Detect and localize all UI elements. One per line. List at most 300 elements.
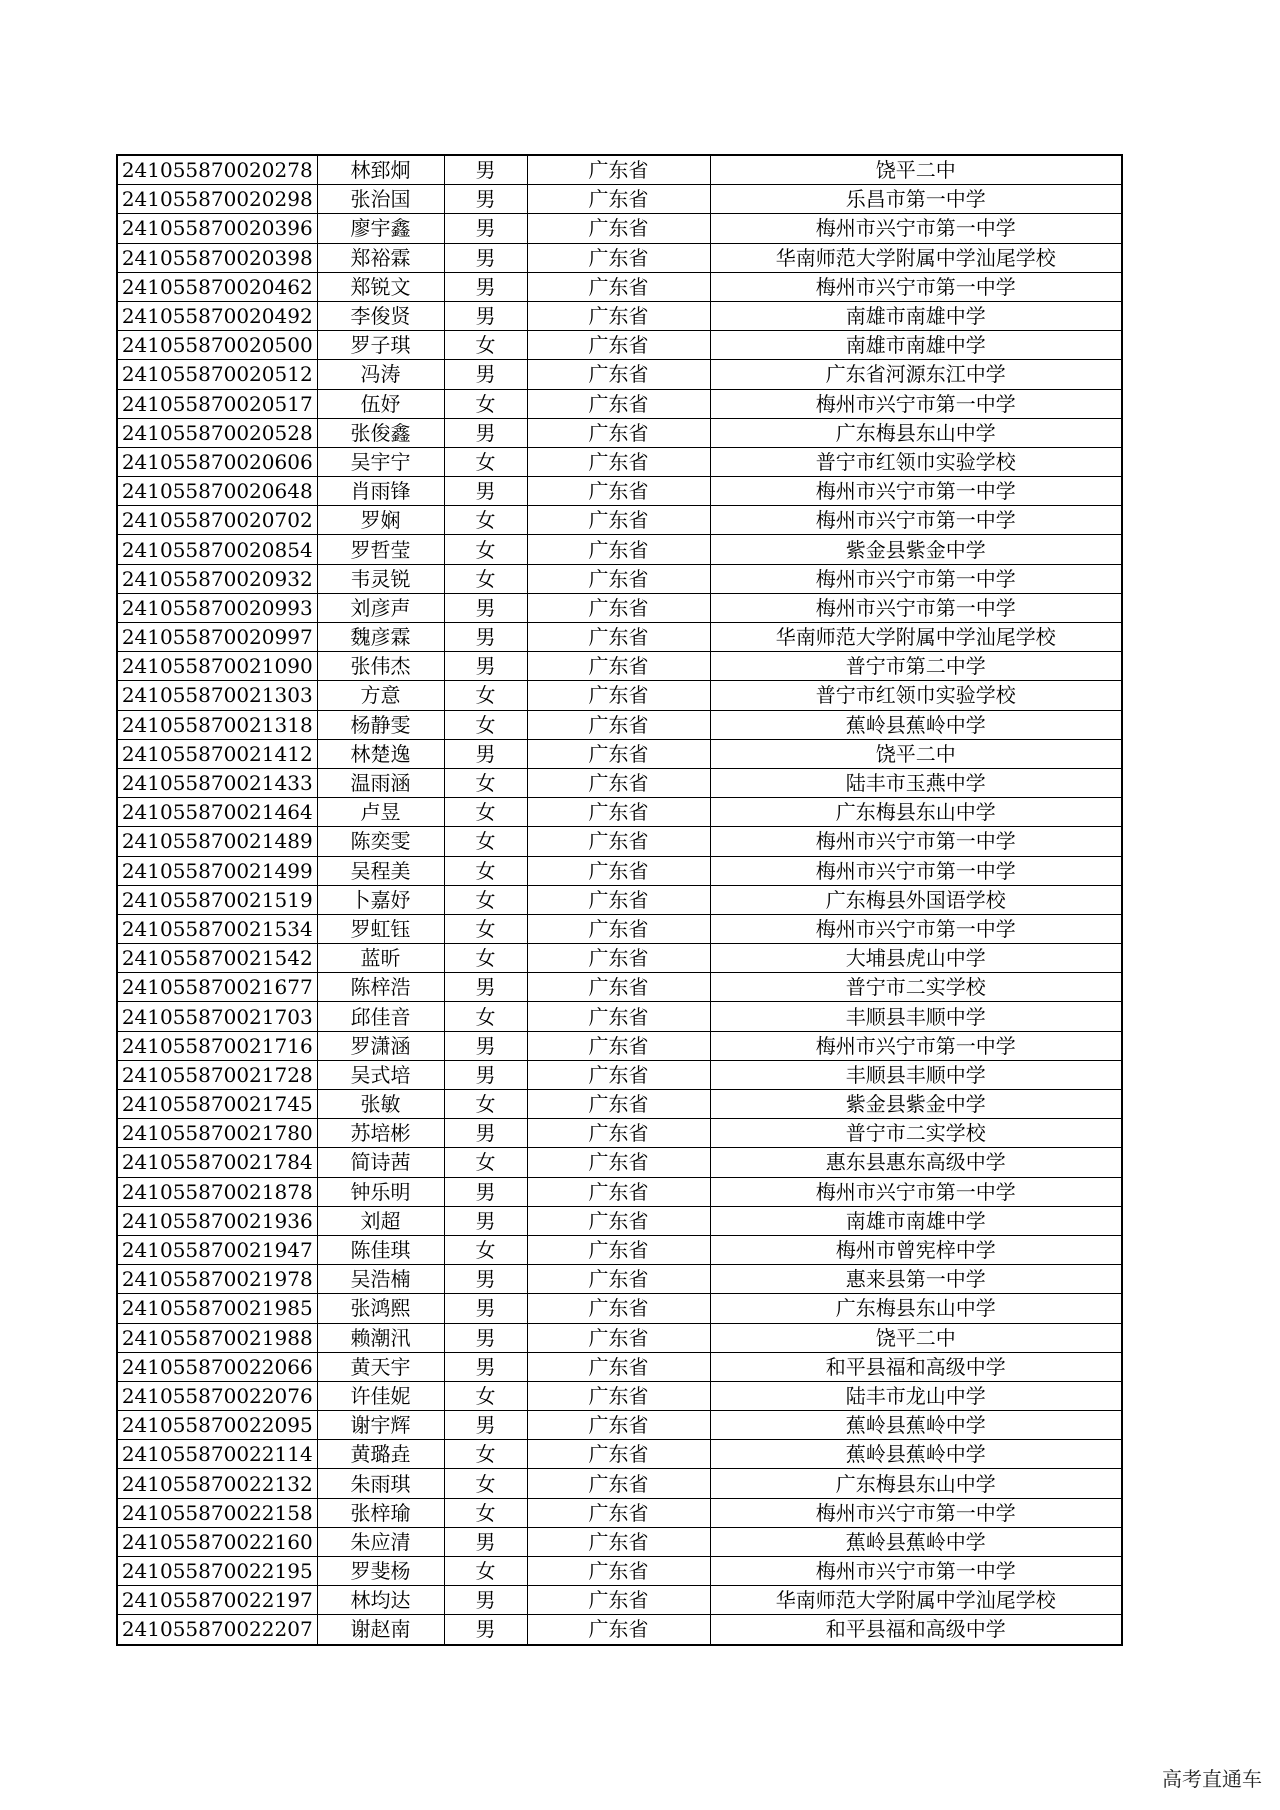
school-cell: 南雄市南雄中学 <box>710 1206 1122 1235</box>
candidate-id-cell: 241055870020606 <box>117 447 317 476</box>
candidate-id-cell: 241055870022114 <box>117 1440 317 1469</box>
table-row <box>117 856 1122 885</box>
school-cell: 丰顺县丰顺中学 <box>710 1060 1122 1089</box>
candidate-id-cell: 241055870022160 <box>117 1527 317 1556</box>
roster-body <box>117 155 1122 1645</box>
school-cell: 普宁市第二中学 <box>710 652 1122 681</box>
school-cell: 梅州市兴宁市第一中学 <box>710 272 1122 301</box>
gender-cell: 男 <box>444 301 527 330</box>
table-row <box>117 389 1122 418</box>
name-cell: 罗虹钰 <box>317 914 444 943</box>
table-row <box>117 739 1122 768</box>
school-cell: 紫金县紫金中学 <box>710 1090 1122 1119</box>
candidate-id-cell: 241055870021542 <box>117 944 317 973</box>
province-cell: 广东省 <box>527 564 710 593</box>
province-cell: 广东省 <box>527 1586 710 1615</box>
province-cell: 广东省 <box>527 1265 710 1294</box>
province-cell: 广东省 <box>527 885 710 914</box>
province-cell: 广东省 <box>527 798 710 827</box>
gender-cell: 男 <box>444 1527 527 1556</box>
province-cell: 广东省 <box>527 914 710 943</box>
table-row <box>117 418 1122 447</box>
province-cell: 广东省 <box>527 944 710 973</box>
name-cell: 韦灵锐 <box>317 564 444 593</box>
table-row <box>117 1615 1122 1645</box>
candidate-id-cell: 241055870021878 <box>117 1177 317 1206</box>
province-cell: 广东省 <box>527 1352 710 1381</box>
name-cell: 林郅炯 <box>317 155 444 185</box>
table-row <box>117 535 1122 564</box>
school-cell: 普宁市红领巾实验学校 <box>710 447 1122 476</box>
name-cell: 张俊鑫 <box>317 418 444 447</box>
gender-cell: 男 <box>444 652 527 681</box>
school-cell: 普宁市二实学校 <box>710 1119 1122 1148</box>
province-cell: 广东省 <box>527 1148 710 1177</box>
name-cell: 张鸿熙 <box>317 1294 444 1323</box>
candidate-id-cell: 241055870021534 <box>117 914 317 943</box>
candidate-id-cell: 241055870021745 <box>117 1090 317 1119</box>
table-row <box>117 301 1122 330</box>
candidate-id-cell: 241055870021303 <box>117 681 317 710</box>
candidate-id-cell: 241055870022195 <box>117 1557 317 1586</box>
school-cell: 梅州市兴宁市第一中学 <box>710 856 1122 885</box>
candidate-id-cell: 241055870020648 <box>117 477 317 506</box>
gender-cell: 女 <box>444 1381 527 1410</box>
table-row <box>117 593 1122 622</box>
province-cell: 广东省 <box>527 1557 710 1586</box>
table-row <box>117 447 1122 476</box>
school-cell: 梅州市兴宁市第一中学 <box>710 593 1122 622</box>
name-cell: 刘超 <box>317 1206 444 1235</box>
name-cell: 罗斐杨 <box>317 1557 444 1586</box>
province-cell: 广东省 <box>527 1615 710 1645</box>
school-cell: 和平县福和高级中学 <box>710 1615 1122 1645</box>
gender-cell: 男 <box>444 155 527 185</box>
table-row <box>117 1381 1122 1410</box>
province-cell: 广东省 <box>527 1294 710 1323</box>
school-cell: 紫金县紫金中学 <box>710 535 1122 564</box>
roster-table <box>116 154 1123 1646</box>
table-row <box>117 331 1122 360</box>
candidate-id-cell: 241055870020500 <box>117 331 317 360</box>
gender-cell: 女 <box>444 710 527 739</box>
name-cell: 苏培彬 <box>317 1119 444 1148</box>
school-cell: 梅州市兴宁市第一中学 <box>710 1031 1122 1060</box>
candidate-id-cell: 241055870021464 <box>117 798 317 827</box>
name-cell: 郑裕霖 <box>317 243 444 272</box>
province-cell: 广东省 <box>527 389 710 418</box>
school-cell: 丰顺县丰顺中学 <box>710 1002 1122 1031</box>
table-row <box>117 477 1122 506</box>
school-cell: 梅州市兴宁市第一中学 <box>710 1177 1122 1206</box>
school-cell: 梅州市兴宁市第一中学 <box>710 827 1122 856</box>
province-cell: 广东省 <box>527 1469 710 1498</box>
school-cell: 梅州市兴宁市第一中学 <box>710 389 1122 418</box>
candidate-id-cell: 241055870021988 <box>117 1323 317 1352</box>
table-row <box>117 1323 1122 1352</box>
gender-cell: 男 <box>444 1294 527 1323</box>
name-cell: 郑锐文 <box>317 272 444 301</box>
name-cell: 吴程美 <box>317 856 444 885</box>
school-cell: 蕉岭县蕉岭中学 <box>710 1411 1122 1440</box>
province-cell: 广东省 <box>527 856 710 885</box>
table-row <box>117 1557 1122 1586</box>
gender-cell: 女 <box>444 1498 527 1527</box>
province-cell: 广东省 <box>527 739 710 768</box>
province-cell: 广东省 <box>527 1031 710 1060</box>
gender-cell: 男 <box>444 593 527 622</box>
candidate-id-cell: 241055870021728 <box>117 1060 317 1089</box>
province-cell: 广东省 <box>527 243 710 272</box>
gender-cell: 男 <box>444 1177 527 1206</box>
candidate-id-cell: 241055870021433 <box>117 768 317 797</box>
candidate-id-cell: 241055870020462 <box>117 272 317 301</box>
province-cell: 广东省 <box>527 827 710 856</box>
candidate-id-cell: 241055870020702 <box>117 506 317 535</box>
province-cell: 广东省 <box>527 593 710 622</box>
school-cell: 乐昌市第一中学 <box>710 185 1122 214</box>
name-cell: 邱佳音 <box>317 1002 444 1031</box>
table-row <box>117 1148 1122 1177</box>
province-cell: 广东省 <box>527 1527 710 1556</box>
name-cell: 张敏 <box>317 1090 444 1119</box>
name-cell: 吴宇宁 <box>317 447 444 476</box>
name-cell: 方意 <box>317 681 444 710</box>
school-cell: 广东梅县东山中学 <box>710 1294 1122 1323</box>
province-cell: 广东省 <box>527 301 710 330</box>
candidate-id-cell: 241055870020528 <box>117 418 317 447</box>
gender-cell: 女 <box>444 856 527 885</box>
name-cell: 许佳妮 <box>317 1381 444 1410</box>
candidate-id-cell: 241055870020492 <box>117 301 317 330</box>
province-cell: 广东省 <box>527 1411 710 1440</box>
table-row <box>117 1440 1122 1469</box>
name-cell: 朱应清 <box>317 1527 444 1556</box>
table-row <box>117 623 1122 652</box>
table-row <box>117 827 1122 856</box>
gender-cell: 女 <box>444 1090 527 1119</box>
school-cell: 广东梅县东山中学 <box>710 798 1122 827</box>
candidate-id-cell: 241055870020993 <box>117 593 317 622</box>
province-cell: 广东省 <box>527 710 710 739</box>
gender-cell: 女 <box>444 506 527 535</box>
gender-cell: 男 <box>444 360 527 389</box>
school-cell: 梅州市兴宁市第一中学 <box>710 1498 1122 1527</box>
name-cell: 谢赵南 <box>317 1615 444 1645</box>
province-cell: 广东省 <box>527 1206 710 1235</box>
table-row <box>117 1090 1122 1119</box>
school-cell: 饶平二中 <box>710 155 1122 185</box>
school-cell: 广东梅县外国语学校 <box>710 885 1122 914</box>
gender-cell: 女 <box>444 1440 527 1469</box>
school-cell: 梅州市兴宁市第一中学 <box>710 1557 1122 1586</box>
gender-cell: 男 <box>444 1060 527 1089</box>
gender-cell: 男 <box>444 243 527 272</box>
table-row <box>117 885 1122 914</box>
name-cell: 魏彦霖 <box>317 623 444 652</box>
table-row <box>117 506 1122 535</box>
table-row <box>117 1002 1122 1031</box>
school-cell: 梅州市兴宁市第一中学 <box>710 506 1122 535</box>
province-cell: 广东省 <box>527 1235 710 1264</box>
name-cell: 肖雨锋 <box>317 477 444 506</box>
province-cell: 广东省 <box>527 973 710 1002</box>
province-cell: 广东省 <box>527 652 710 681</box>
candidate-id-cell: 241055870022066 <box>117 1352 317 1381</box>
name-cell: 简诗茜 <box>317 1148 444 1177</box>
watermark-text: 高考直通车 <box>1162 1767 1262 1791</box>
school-cell: 梅州市兴宁市第一中学 <box>710 477 1122 506</box>
candidate-id-cell: 241055870021703 <box>117 1002 317 1031</box>
school-cell: 惠来县第一中学 <box>710 1265 1122 1294</box>
candidate-id-cell: 241055870020512 <box>117 360 317 389</box>
name-cell: 张治国 <box>317 185 444 214</box>
school-cell: 和平县福和高级中学 <box>710 1352 1122 1381</box>
gender-cell: 女 <box>444 447 527 476</box>
name-cell: 赖潮汛 <box>317 1323 444 1352</box>
province-cell: 广东省 <box>527 1002 710 1031</box>
table-row <box>117 1060 1122 1089</box>
candidate-id-cell: 241055870021985 <box>117 1294 317 1323</box>
gender-cell: 女 <box>444 768 527 797</box>
gender-cell: 男 <box>444 973 527 1002</box>
name-cell: 伍妤 <box>317 389 444 418</box>
candidate-id-cell: 241055870021318 <box>117 710 317 739</box>
province-cell: 广东省 <box>527 1381 710 1410</box>
candidate-id-cell: 241055870022197 <box>117 1586 317 1615</box>
name-cell: 罗潇涵 <box>317 1031 444 1060</box>
table-row <box>117 768 1122 797</box>
candidate-id-cell: 241055870021947 <box>117 1235 317 1264</box>
candidate-id-cell: 241055870021716 <box>117 1031 317 1060</box>
gender-cell: 男 <box>444 1119 527 1148</box>
table-row <box>117 1265 1122 1294</box>
name-cell: 朱雨琪 <box>317 1469 444 1498</box>
province-cell: 广东省 <box>527 214 710 243</box>
province-cell: 广东省 <box>527 1060 710 1089</box>
candidate-id-cell: 241055870020932 <box>117 564 317 593</box>
school-cell: 梅州市兴宁市第一中学 <box>710 914 1122 943</box>
name-cell: 陈梓浩 <box>317 973 444 1002</box>
name-cell: 林均达 <box>317 1586 444 1615</box>
candidate-id-cell: 241055870022095 <box>117 1411 317 1440</box>
gender-cell: 女 <box>444 885 527 914</box>
table-row <box>117 185 1122 214</box>
gender-cell: 男 <box>444 272 527 301</box>
province-cell: 广东省 <box>527 155 710 185</box>
name-cell: 温雨涵 <box>317 768 444 797</box>
gender-cell: 女 <box>444 1235 527 1264</box>
gender-cell: 女 <box>444 1557 527 1586</box>
school-cell: 南雄市南雄中学 <box>710 301 1122 330</box>
gender-cell: 女 <box>444 1002 527 1031</box>
gender-cell: 男 <box>444 477 527 506</box>
province-cell: 广东省 <box>527 185 710 214</box>
candidate-id-cell: 241055870022158 <box>117 1498 317 1527</box>
province-cell: 广东省 <box>527 1323 710 1352</box>
school-cell: 蕉岭县蕉岭中学 <box>710 1527 1122 1556</box>
province-cell: 广东省 <box>527 1440 710 1469</box>
gender-cell: 男 <box>444 214 527 243</box>
gender-cell: 女 <box>444 389 527 418</box>
candidate-id-cell: 241055870020396 <box>117 214 317 243</box>
school-cell: 梅州市兴宁市第一中学 <box>710 214 1122 243</box>
table-row <box>117 155 1122 185</box>
table-row <box>117 1586 1122 1615</box>
province-cell: 广东省 <box>527 1177 710 1206</box>
table-row <box>117 243 1122 272</box>
province-cell: 广东省 <box>527 272 710 301</box>
name-cell: 吴式培 <box>317 1060 444 1089</box>
province-cell: 广东省 <box>527 681 710 710</box>
name-cell: 卜嘉妤 <box>317 885 444 914</box>
candidate-id-cell: 241055870021784 <box>117 1148 317 1177</box>
candidate-id-cell: 241055870021936 <box>117 1206 317 1235</box>
gender-cell: 女 <box>444 535 527 564</box>
candidate-id-cell: 241055870021090 <box>117 652 317 681</box>
table-row <box>117 1411 1122 1440</box>
name-cell: 钟乐明 <box>317 1177 444 1206</box>
name-cell: 陈佳琪 <box>317 1235 444 1264</box>
table-row <box>117 914 1122 943</box>
province-cell: 广东省 <box>527 447 710 476</box>
name-cell: 陈奕雯 <box>317 827 444 856</box>
name-cell: 林楚逸 <box>317 739 444 768</box>
table-row <box>117 1119 1122 1148</box>
school-cell: 大埔县虎山中学 <box>710 944 1122 973</box>
table-row <box>117 360 1122 389</box>
name-cell: 张梓瑜 <box>317 1498 444 1527</box>
name-cell: 杨静雯 <box>317 710 444 739</box>
candidate-id-cell: 241055870020398 <box>117 243 317 272</box>
table-row <box>117 1352 1122 1381</box>
gender-cell: 男 <box>444 1323 527 1352</box>
table-row <box>117 1031 1122 1060</box>
school-cell: 陆丰市龙山中学 <box>710 1381 1122 1410</box>
table-row <box>117 564 1122 593</box>
name-cell: 蓝昕 <box>317 944 444 973</box>
gender-cell: 男 <box>444 1586 527 1615</box>
province-cell: 广东省 <box>527 623 710 652</box>
candidate-id-cell: 241055870022132 <box>117 1469 317 1498</box>
candidate-id-cell: 241055870021499 <box>117 856 317 885</box>
name-cell: 卢昱 <box>317 798 444 827</box>
school-cell: 广东梅县东山中学 <box>710 1469 1122 1498</box>
table-row <box>117 1206 1122 1235</box>
gender-cell: 女 <box>444 1148 527 1177</box>
gender-cell: 女 <box>444 1469 527 1498</box>
school-cell: 梅州市兴宁市第一中学 <box>710 564 1122 593</box>
table-row <box>117 1177 1122 1206</box>
gender-cell: 女 <box>444 944 527 973</box>
gender-cell: 男 <box>444 1031 527 1060</box>
candidate-id-cell: 241055870021412 <box>117 739 317 768</box>
school-cell: 广东省河源东江中学 <box>710 360 1122 389</box>
school-cell: 普宁市红领巾实验学校 <box>710 681 1122 710</box>
gender-cell: 女 <box>444 798 527 827</box>
name-cell: 罗哲莹 <box>317 535 444 564</box>
province-cell: 广东省 <box>527 418 710 447</box>
name-cell: 黄璐垚 <box>317 1440 444 1469</box>
school-cell: 广东梅县东山中学 <box>710 418 1122 447</box>
gender-cell: 男 <box>444 418 527 447</box>
name-cell: 张伟杰 <box>317 652 444 681</box>
province-cell: 广东省 <box>527 1090 710 1119</box>
school-cell: 梅州市曾宪梓中学 <box>710 1235 1122 1264</box>
candidate-id-cell: 241055870021780 <box>117 1119 317 1148</box>
name-cell: 刘彦声 <box>317 593 444 622</box>
school-cell: 惠东县惠东高级中学 <box>710 1148 1122 1177</box>
table-row <box>117 973 1122 1002</box>
province-cell: 广东省 <box>527 535 710 564</box>
table-row <box>117 272 1122 301</box>
name-cell: 罗娴 <box>317 506 444 535</box>
school-cell: 饶平二中 <box>710 1323 1122 1352</box>
school-cell: 华南师范大学附属中学汕尾学校 <box>710 243 1122 272</box>
school-cell: 普宁市二实学校 <box>710 973 1122 1002</box>
table-row <box>117 214 1122 243</box>
candidate-id-cell: 241055870020517 <box>117 389 317 418</box>
table-row <box>117 652 1122 681</box>
name-cell: 吴浩楠 <box>317 1265 444 1294</box>
candidate-id-cell: 241055870021519 <box>117 885 317 914</box>
name-cell: 谢宇辉 <box>317 1411 444 1440</box>
candidate-id-cell: 241055870020298 <box>117 185 317 214</box>
candidate-id-cell: 241055870020854 <box>117 535 317 564</box>
gender-cell: 男 <box>444 1206 527 1235</box>
gender-cell: 女 <box>444 914 527 943</box>
candidate-id-cell: 241055870022207 <box>117 1615 317 1645</box>
school-cell: 陆丰市玉燕中学 <box>710 768 1122 797</box>
candidate-id-cell: 241055870022076 <box>117 1381 317 1410</box>
province-cell: 广东省 <box>527 1119 710 1148</box>
candidate-id-cell: 241055870021489 <box>117 827 317 856</box>
school-cell: 蕉岭县蕉岭中学 <box>710 710 1122 739</box>
gender-cell: 女 <box>444 681 527 710</box>
candidate-id-cell: 241055870021978 <box>117 1265 317 1294</box>
candidate-id-cell: 241055870020997 <box>117 623 317 652</box>
table-row <box>117 710 1122 739</box>
name-cell: 黄天宇 <box>317 1352 444 1381</box>
gender-cell: 女 <box>444 564 527 593</box>
table-row <box>117 1498 1122 1527</box>
province-cell: 广东省 <box>527 768 710 797</box>
province-cell: 广东省 <box>527 360 710 389</box>
gender-cell: 男 <box>444 1265 527 1294</box>
name-cell: 冯涛 <box>317 360 444 389</box>
school-cell: 南雄市南雄中学 <box>710 331 1122 360</box>
gender-cell: 女 <box>444 827 527 856</box>
table-row <box>117 798 1122 827</box>
gender-cell: 男 <box>444 1352 527 1381</box>
table-row <box>117 681 1122 710</box>
gender-cell: 男 <box>444 1615 527 1645</box>
gender-cell: 男 <box>444 739 527 768</box>
gender-cell: 男 <box>444 623 527 652</box>
school-cell: 华南师范大学附属中学汕尾学校 <box>710 1586 1122 1615</box>
school-cell: 华南师范大学附属中学汕尾学校 <box>710 623 1122 652</box>
table-row <box>117 1294 1122 1323</box>
table-row <box>117 944 1122 973</box>
name-cell: 李俊贤 <box>317 301 444 330</box>
province-cell: 广东省 <box>527 506 710 535</box>
province-cell: 广东省 <box>527 477 710 506</box>
gender-cell: 男 <box>444 1411 527 1440</box>
school-cell: 饶平二中 <box>710 739 1122 768</box>
table-row <box>117 1235 1122 1264</box>
gender-cell: 男 <box>444 185 527 214</box>
gender-cell: 女 <box>444 331 527 360</box>
